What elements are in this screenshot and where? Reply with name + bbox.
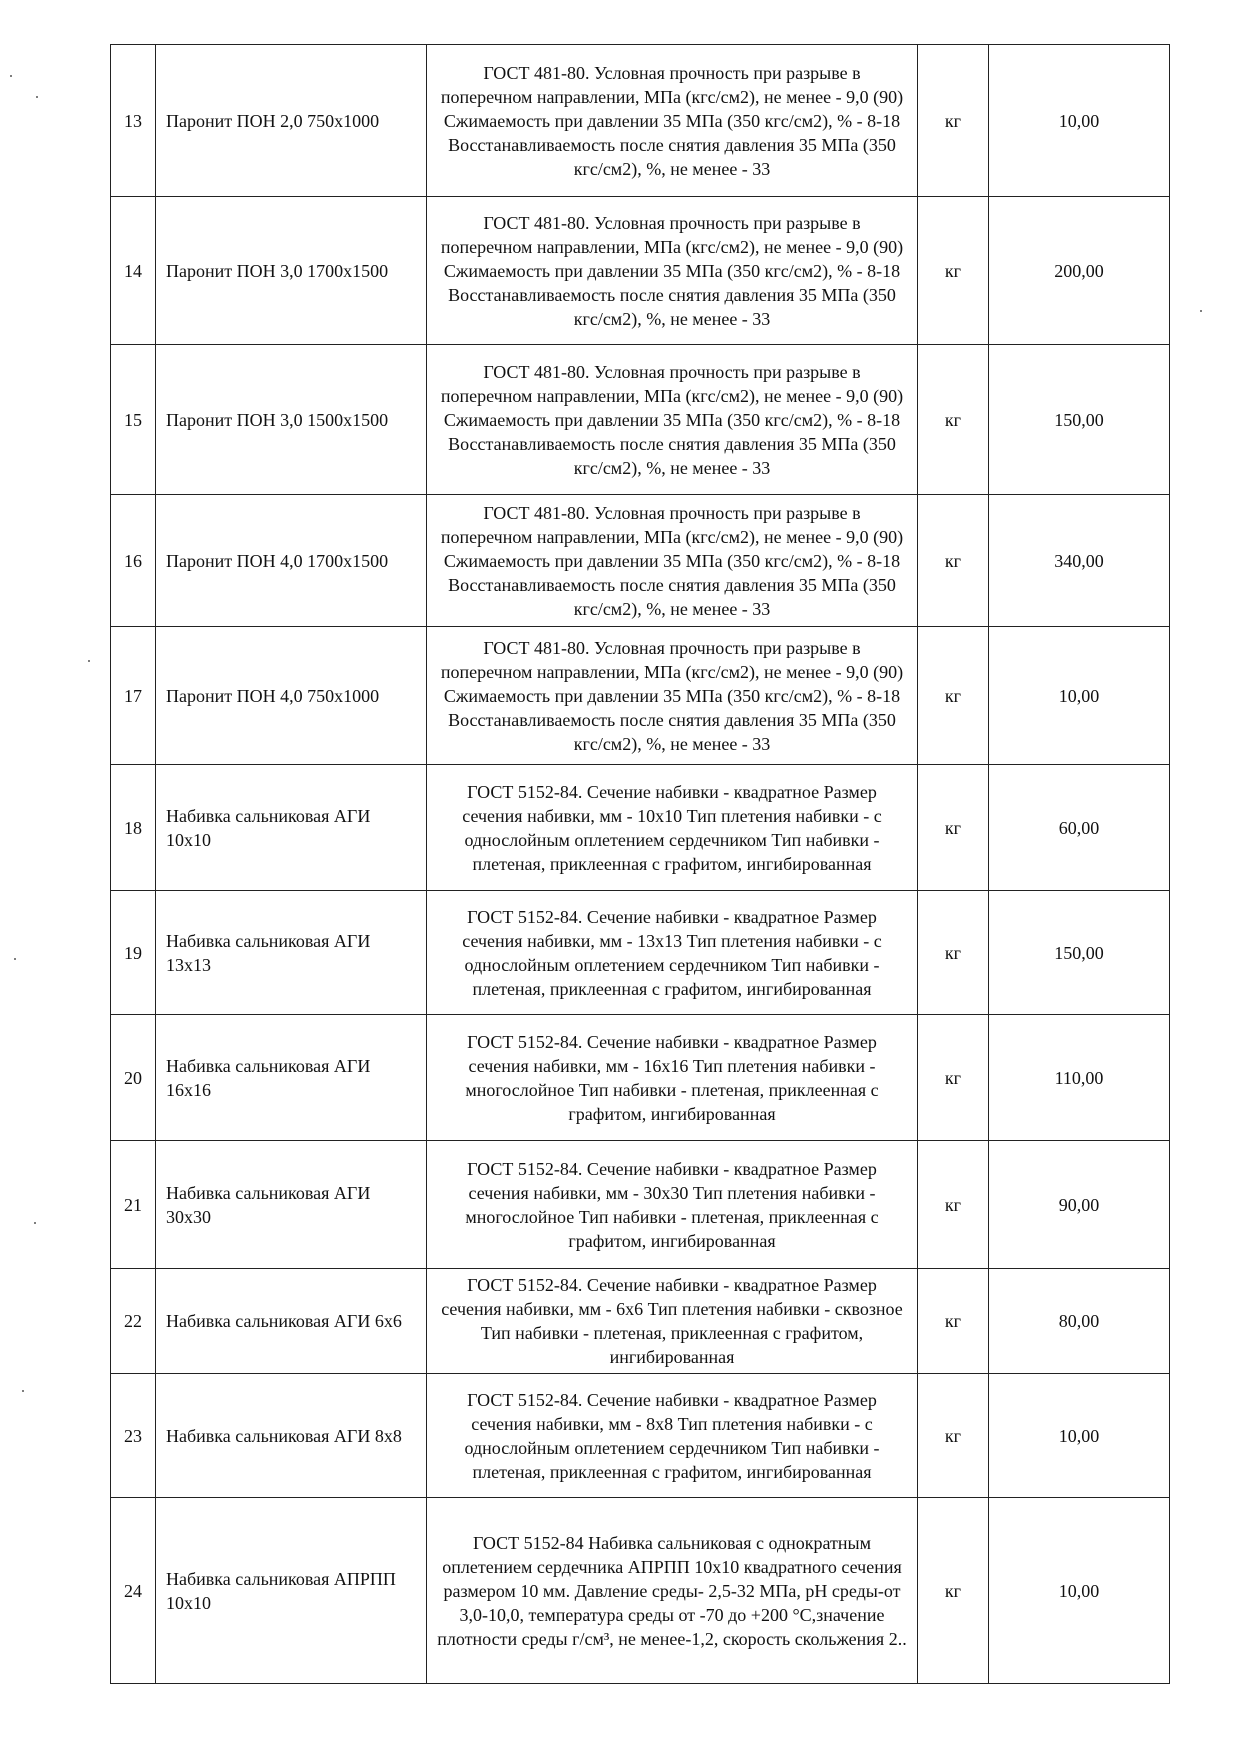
item-name: Набивка сальниковая АГИ 8х8 (156, 1374, 427, 1498)
row-number: 17 (111, 627, 156, 765)
row-number: 23 (111, 1374, 156, 1498)
item-specification: ГОСТ 5152-84. Сечение набивки - квадратное Размер сечения набивки, мм - 16х16 Тип плетения набивки - многослойное Тип набивки - плетеная, приклеенная с графитом, ингибированная (427, 1015, 918, 1141)
table-row (111, 197, 1170, 345)
item-specification: ГОСТ 5152-84. Сечение набивки - квадратное Размер сечения набивки, мм - 30х30 Тип плетения набивки - многослойное Тип набивки - плетеная, приклеенная с графитом, ингибированная (427, 1141, 918, 1269)
row-number: 20 (111, 1015, 156, 1141)
item-specification: ГОСТ 481-80. Условная прочность при разрыве в поперечном направлении, МПа (кгс/см2), не менее - 9,0 (90) Сжимаемость при давлении 35 МПа (350 кгс/см2), % - 8-18 Восстанавливаемость после снятия давления 35 МПа (350 кгс/см2), %, не менее - 33 (427, 45, 918, 197)
quantity: 80,00 (989, 1269, 1170, 1374)
quantity: 10,00 (989, 1498, 1170, 1684)
item-specification: ГОСТ 5152-84. Сечение набивки - квадратное Размер сечения набивки, мм - 10х10 Тип плетения набивки - с однослойным оплетением сердечником Тип набивки - плетеная, приклеенная с графитом, ингибированная (427, 765, 918, 891)
item-specification: ГОСТ 481-80. Условная прочность при разрыве в поперечном направлении, МПа (кгс/см2), не менее - 9,0 (90) Сжимаемость при давлении 35 МПа (350 кгс/см2), % - 8-18 Восстанавливаемость после снятия давления 35 МПа (350 кгс/см2), %, не менее - 33 (427, 197, 918, 345)
unit-of-measure: кг (918, 1498, 989, 1684)
item-specification: ГОСТ 5152-84. Сечение набивки - квадратное Размер сечения набивки, мм - 13х13 Тип плетения набивки - с однослойным оплетением сердечником Тип набивки - плетеная, приклеенная с графитом, ингибированная (427, 891, 918, 1015)
item-name: Набивка сальниковая АПРПП 10х10 (156, 1498, 427, 1684)
unit-of-measure: кг (918, 1374, 989, 1498)
table-row (111, 345, 1170, 495)
table-row (111, 1498, 1170, 1684)
quantity: 200,00 (989, 197, 1170, 345)
item-specification: ГОСТ 5152-84. Сечение набивки - квадратное Размер сечения набивки, мм - 8х8 Тип плетения набивки - с однослойным оплетением сердечником Тип набивки - плетеная, приклеенная с графитом, ингибированная (427, 1374, 918, 1498)
quantity: 150,00 (989, 891, 1170, 1015)
table-row (111, 765, 1170, 891)
row-number: 24 (111, 1498, 156, 1684)
unit-of-measure: кг (918, 495, 989, 627)
unit-of-measure: кг (918, 627, 989, 765)
table-row (111, 1374, 1170, 1498)
item-specification: ГОСТ 481-80. Условная прочность при разрыве в поперечном направлении, МПа (кгс/см2), не менее - 9,0 (90) Сжимаемость при давлении 35 МПа (350 кгс/см2), % - 8-18 Восстанавливаемость после снятия давления 35 МПа (350 кгс/см2), %, не менее - 33 (427, 495, 918, 627)
row-number: 13 (111, 45, 156, 197)
row-number: 15 (111, 345, 156, 495)
row-number: 19 (111, 891, 156, 1015)
item-specification: ГОСТ 5152-84 Набивка сальниковая с однократным оплетением сердечника АПРПП 10х10 квадратного сечения размером 10 мм. Давление среды- 2,5-32 МПа, pH среды-от 3,0-10,0, температура среды от -70 до +200 °С,значение плотности среды г/см³, не менее-1,2, скорость скольжения 2.. (427, 1498, 918, 1684)
table-row (111, 627, 1170, 765)
row-number: 16 (111, 495, 156, 627)
quantity: 150,00 (989, 345, 1170, 495)
quantity: 110,00 (989, 1015, 1170, 1141)
unit-of-measure: кг (918, 891, 989, 1015)
item-name: Набивка сальниковая АГИ 10х10 (156, 765, 427, 891)
unit-of-measure: кг (918, 765, 989, 891)
item-specification: ГОСТ 481-80. Условная прочность при разрыве в поперечном направлении, МПа (кгс/см2), не менее - 9,0 (90) Сжимаемость при давлении 35 МПа (350 кгс/см2), % - 8-18 Восстанавливаемость после снятия давления 35 МПа (350 кгс/см2), %, не менее - 33 (427, 627, 918, 765)
quantity: 60,00 (989, 765, 1170, 891)
unit-of-measure: кг (918, 1269, 989, 1374)
item-name: Паронит ПОН 3,0 1500х1500 (156, 345, 427, 495)
quantity: 340,00 (989, 495, 1170, 627)
table-row (111, 1269, 1170, 1374)
materials-table (110, 44, 1170, 1684)
row-number: 21 (111, 1141, 156, 1269)
item-name: Набивка сальниковая АГИ 6х6 (156, 1269, 427, 1374)
quantity: 10,00 (989, 45, 1170, 197)
quantity: 10,00 (989, 627, 1170, 765)
item-name: Паронит ПОН 3,0 1700х1500 (156, 197, 427, 345)
item-name: Набивка сальниковая АГИ 30х30 (156, 1141, 427, 1269)
table-row (111, 1015, 1170, 1141)
table-row (111, 891, 1170, 1015)
unit-of-measure: кг (918, 45, 989, 197)
item-specification: ГОСТ 5152-84. Сечение набивки - квадратное Размер сечения набивки, мм - 6х6 Тип плетения набивки - сквозное Тип набивки - плетеная, приклеенная с графитом, ингибированная (427, 1269, 918, 1374)
item-name: Паронит ПОН 4,0 750х1000 (156, 627, 427, 765)
row-number: 18 (111, 765, 156, 891)
unit-of-measure: кг (918, 345, 989, 495)
item-name: Паронит ПОН 2,0 750х1000 (156, 45, 427, 197)
quantity: 90,00 (989, 1141, 1170, 1269)
item-name: Набивка сальниковая АГИ 13х13 (156, 891, 427, 1015)
table-row (111, 1141, 1170, 1269)
table-row (111, 495, 1170, 627)
unit-of-measure: кг (918, 1141, 989, 1269)
row-number: 22 (111, 1269, 156, 1374)
item-specification: ГОСТ 481-80. Условная прочность при разрыве в поперечном направлении, МПа (кгс/см2), не менее - 9,0 (90) Сжимаемость при давлении 35 МПа (350 кгс/см2), % - 8-18 Восстанавливаемость после снятия давления 35 МПа (350 кгс/см2), %, не менее - 33 (427, 345, 918, 495)
item-name: Паронит ПОН 4,0 1700х1500 (156, 495, 427, 627)
row-number: 14 (111, 197, 156, 345)
table-row (111, 45, 1170, 197)
item-name: Набивка сальниковая АГИ 16х16 (156, 1015, 427, 1141)
quantity: 10,00 (989, 1374, 1170, 1498)
unit-of-measure: кг (918, 1015, 989, 1141)
unit-of-measure: кг (918, 197, 989, 345)
